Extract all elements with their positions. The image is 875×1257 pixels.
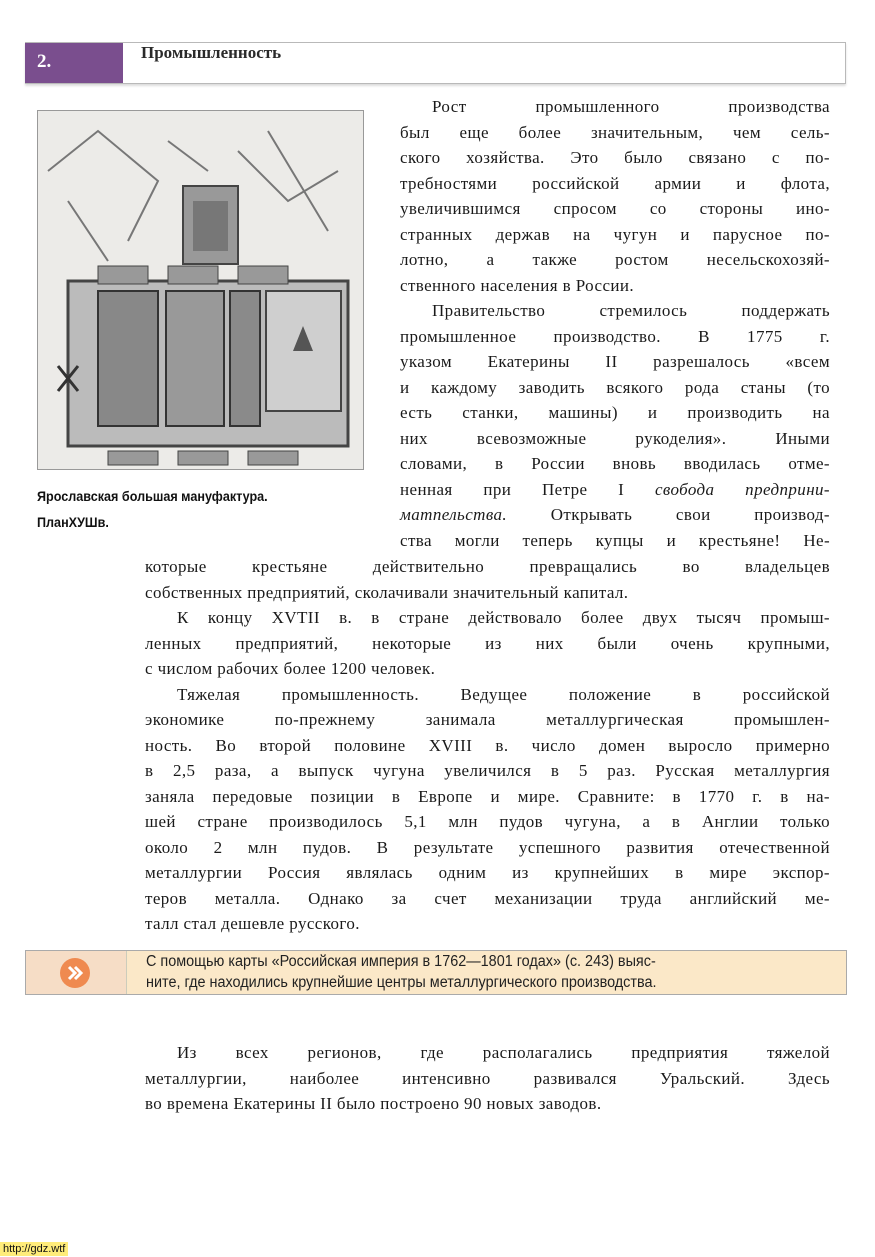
text-line: К концу XVTII в. в стране действовало более двух тысяч промыш-	[177, 608, 830, 627]
task-box	[25, 950, 847, 995]
task-line: ните, где находились крупнейшие центры металлургического производства.	[146, 974, 657, 991]
text-line: и каждому заводить всякого рода станы (то	[400, 377, 830, 397]
manufactory-plan-image	[37, 110, 364, 470]
section-header	[25, 42, 846, 84]
footer-link[interactable]: http://gdz.wtf	[0, 1242, 68, 1256]
text-line: был еще более значительным, чем сель-	[400, 122, 830, 142]
text-line: экономике по-прежнему занимала металлургическая промышлен-	[145, 710, 830, 729]
text-line: Правительство стремилось поддержать	[432, 301, 830, 320]
text-line: ственного населения в России.	[400, 275, 635, 295]
text-line: которые крестьяне действительно превращались во владельцев	[145, 557, 830, 576]
text-line: словами, в России вновь вводилась отме-	[400, 454, 830, 473]
text-line: них всевозможные рукоделия». Иными	[400, 428, 830, 448]
text-line: теров металла. Однако за счет механизации труда английский ме-	[145, 888, 830, 908]
task-box-icon-panel	[26, 951, 127, 994]
text-line: металлургии, наиболее интенсивно развивался Уральский. Здесь	[145, 1068, 830, 1088]
text-line: промышленное производство. В 1775 г.	[400, 326, 830, 346]
text-line: около 2 млн пудов. В результате успешного развития отечественной	[145, 837, 830, 857]
text-line: ленных предприятий, некоторые из них были очень крупными,	[145, 633, 830, 653]
text-line: указом Екатерины II разрешалось «всем	[400, 352, 830, 371]
text-line: шей стране производилось 5,1 млн пудов чугуна, а в Англии только	[145, 812, 830, 831]
task-line: С помощью карты «Российская империя в 1762—1801 годах» (с. 243) выяс-	[146, 953, 656, 970]
task-text	[146, 951, 657, 993]
text-line: Рост промышленного производства	[432, 97, 830, 116]
text-line: Из всех регионов, где располагались предприятия тяжелой	[177, 1043, 830, 1062]
text-line: Тяжелая промышленность. Ведущее положение в российской	[177, 684, 830, 704]
text-line: матпельства. Открывать свои производ-	[400, 505, 830, 524]
forward-icon	[60, 958, 90, 988]
text-line: в 2,5 раза, а выпуск чугуна увеличился в 5 раз. Русская металлургия	[145, 761, 830, 780]
caption-line: ПланХУШв.	[37, 514, 109, 530]
text-line: во времена Екатерины II было построено 90 новых заводов.	[145, 1094, 602, 1113]
section-number: 2.	[25, 43, 123, 83]
text-line: странных держав на чугун и парусное по-	[400, 224, 830, 244]
figure-caption	[37, 483, 268, 535]
text-line: ность. Во второй половине XVIII в. число домен выросло примерно	[145, 735, 830, 755]
text-line: лотно, а также ростом несельскохозяй-	[400, 250, 830, 269]
text-line: заняла передовые позиции в Европе и мире. Сравните: в 1770 г. в на-	[145, 786, 830, 806]
text-line: талл стал дешевле русского.	[145, 914, 360, 933]
text-line: ского хозяйства. Это было связано с по-	[400, 148, 830, 167]
text-line: есть станки, машины) и производить на	[400, 403, 830, 422]
text-line: требностями российской армии и флота,	[400, 173, 830, 193]
text-line: увеличившимся спросом со стороны ино-	[400, 199, 830, 218]
text-line: ства могли теперь купцы и крестьяне! Не-	[400, 530, 830, 550]
text-line: собственных предприятий, сколачивали значительный капитал.	[145, 582, 629, 602]
text-line: с числом рабочих более 1200 человек.	[145, 659, 436, 678]
section-title: Промышленность	[141, 43, 282, 62]
text-line: ненная при Петре I свобода предприни-	[400, 479, 830, 499]
text-line: металлургии Россия являлась одним из крупнейших в мире экспор-	[145, 863, 830, 882]
caption-line: Ярославская большая мануфактура.	[37, 488, 268, 504]
